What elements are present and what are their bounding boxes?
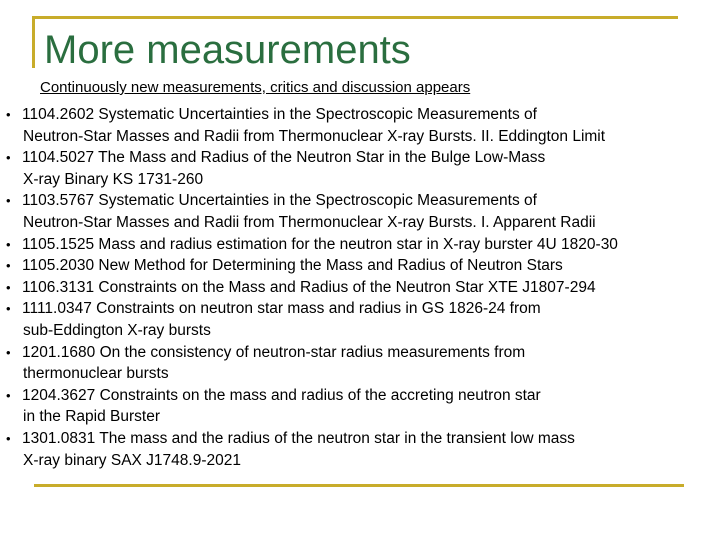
list-item — [6, 147, 718, 190]
reference-text: 1204.3627 Constraints on the mass and radius of the accreting neutron star — [22, 386, 541, 404]
slide-subtitle: Continuously new measurements, critics and discussion appears — [40, 79, 471, 96]
reference-text: 1103.5767 Systematic Uncertainties in the Spectroscopic Measurements of — [22, 192, 537, 210]
reference-text: 1105.2030 New Method for Determining the Mass and Radius of Neutron Stars — [22, 257, 563, 275]
list-item — [6, 234, 718, 256]
list-item — [6, 428, 718, 471]
list-item — [6, 298, 718, 341]
bullet-icon: • — [6, 301, 11, 317]
bullet-icon: • — [6, 193, 11, 209]
bullet-icon: • — [6, 279, 11, 295]
list-item — [6, 255, 718, 277]
frame-left-line — [32, 16, 35, 68]
bullet-icon: • — [6, 150, 11, 166]
list-item — [6, 190, 718, 233]
reference-text-cont: Neutron-Star Masses and Radii from Thermonuclear X-ray Bursts. I. Apparent Radii — [23, 213, 596, 231]
reference-text: 1104.2602 Systematic Uncertainties in the Spectroscopic Measurements of — [22, 106, 537, 123]
reference-text: 1201.1680 On the consistency of neutron-star radius measurements from — [22, 343, 526, 361]
bullet-icon: • — [6, 344, 11, 360]
reference-text-cont: thermonuclear bursts — [23, 365, 169, 383]
reference-text-cont: X-ray Binary KS 1731-260 — [23, 170, 204, 188]
list-item — [6, 385, 718, 428]
bullet-icon: • — [6, 387, 11, 403]
bullet-icon: • — [6, 430, 11, 446]
list-item — [6, 342, 718, 385]
list-item — [6, 277, 718, 299]
bullet-icon: • — [6, 258, 11, 274]
bullet-icon: • — [6, 236, 11, 252]
reference-text-cont: X-ray binary SAX J1748.9-2021 — [23, 451, 241, 469]
reference-text: 1105.1525 Mass and radius estimation for the neutron star in X-ray burster 4U 1820-30 — [22, 235, 618, 253]
slide-title: More measurements — [44, 28, 411, 72]
reference-text-cont: sub-Eddington X-ray bursts — [23, 321, 211, 339]
frame-bottom-line — [34, 484, 684, 487]
reference-list — [6, 104, 718, 471]
reference-text: 1301.0831 The mass and the radius of the neutron star in the transient low mass — [22, 429, 575, 447]
reference-text: 1106.3131 Constraints on the Mass and Radius of the Neutron Star XTE J1807-294 — [22, 278, 596, 296]
reference-text-cont: in the Rapid Burster — [23, 408, 160, 426]
frame-top-line — [32, 16, 678, 19]
reference-text-cont: Neutron-Star Masses and Radii from Thermonuclear X-ray Bursts. II. Eddington Limit — [23, 127, 606, 145]
bullet-icon: • — [6, 107, 11, 122]
reference-text: 1111.0347 Constraints on neutron star mass and radius in GS 1826-24 from — [22, 300, 541, 318]
list-item — [6, 104, 718, 147]
reference-text: 1104.5027 The Mass and Radius of the Neutron Star in the Bulge Low-Mass — [22, 149, 546, 167]
